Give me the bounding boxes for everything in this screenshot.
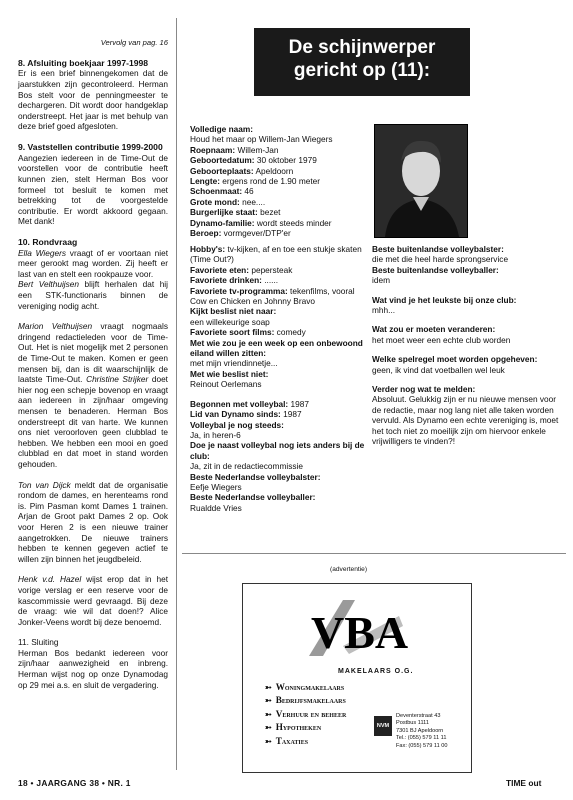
eten-value: pepersteak <box>249 264 293 275</box>
films-row <box>190 327 366 337</box>
beslist-niet-label: Met wie beslist niet: <box>190 368 269 379</box>
buitenland-volleyballer-value: idem <box>372 275 390 286</box>
kijkt-niet-label: Kijkt beslist niet naar: <box>190 306 277 317</box>
fullname-label: Volledige naam: <box>190 124 254 134</box>
spelregel-value: geen, ik vind dat voetballen wel leuk <box>372 364 505 375</box>
person-name: Henk v.d. Hazel <box>18 574 82 585</box>
dynamo-familie-value: wordt steeds minder <box>254 217 332 228</box>
section-8-text: Er is een brief binnengekomen dat de jaarstukken zijn gecontroleerd. Herman Bos stelt voor de penningmeester te dechargeren. Dit wordt door handgeklap onderstreept. Het jaar is met behulp van deze brief goed afgesloten. <box>18 68 168 132</box>
beroep-value: vormgever/DTP'er <box>221 228 291 239</box>
profile-opinions <box>372 244 562 456</box>
grote-mond-row <box>190 197 370 207</box>
begonnen-label: Begonnen met volleybal: <box>190 398 289 409</box>
begonnen-row <box>190 399 366 409</box>
dynamo-familie-label: Dynamo-familie: <box>190 217 255 228</box>
geboorteplaats-value: Apeldoorn <box>253 165 294 176</box>
burgerlijke-staat-row <box>190 207 370 217</box>
fullname-value: Houd het maar op Willem-Jan Wiegers <box>190 134 333 145</box>
eiland-row <box>190 338 366 369</box>
beslist-niet-row <box>190 369 366 390</box>
drinken-value: ...... <box>261 275 279 286</box>
films-label: Favoriete soort films: <box>190 327 275 338</box>
address-line: Deventerstraat 43 <box>396 713 441 719</box>
column-divider <box>176 18 177 770</box>
naast-volleybal-value: Ja, zit in de redactiecommissie <box>190 461 303 472</box>
banner-line-2: gericht op (11): <box>293 60 431 81</box>
section-9-text: Aangezien iedereen in de Time-Out de voorstellen voor de contributie heeft kunnen zien, stelt Herman Bos voor formeel tot besluit te komen met betrekking tot de voorgestelde contributie. Er wordt akkoord gegaan. Met dank! <box>18 152 168 227</box>
lengte-value: ergens rond de 1.90 meter <box>219 176 321 187</box>
nl-volleybalster-value: Eefje Wiegers <box>190 481 242 492</box>
banner-line-1: De schijnwerper <box>288 37 436 58</box>
nl-volleybalster-label: Beste Nederlandse volleybalster: <box>190 471 321 482</box>
fax-line: Fax: (055) 579 11 00 <box>396 742 448 749</box>
nvm-logo: NVM <box>374 716 392 736</box>
rondvraag-text: vraagt of er voortaan niet meer gerookt mag worden. Zij heeft er last van en stelt een rookpauze voor. <box>18 247 168 279</box>
eiland-label: Met wie zou je een week op een onbewoond eiland willen zitten: <box>190 337 363 359</box>
portrait-photo <box>374 124 468 238</box>
geboortedatum-row <box>190 155 370 165</box>
naast-volleybal-label: Doe je naast volleybal nog iets anders bij de club: <box>190 440 365 461</box>
grote-mond-value: nee.... <box>239 196 266 207</box>
dynamo-familie-row <box>190 218 370 228</box>
buitenland-block <box>372 244 562 286</box>
page-footer-right: TIME out <box>506 778 542 788</box>
veranderen-block <box>372 324 562 345</box>
rondvraag-4 <box>18 574 168 627</box>
service-item <box>265 735 346 748</box>
buitenland-volleyballer-label: Beste buitenlandse volleyballer: <box>372 264 499 275</box>
person-name: Ton van Dijck <box>18 479 71 490</box>
melden-block <box>372 384 562 446</box>
vba-logo-text: VBA <box>311 607 409 658</box>
burgerlijke-staat-value: bezet <box>257 207 281 218</box>
speelt-nog-label: Volleybal je nog steeds: <box>190 419 284 430</box>
volleyball-block <box>190 399 366 513</box>
drinken-label: Favoriete drinken: <box>190 275 262 286</box>
vba-address <box>396 713 448 750</box>
arrow-icon: ➳ <box>265 723 272 733</box>
nl-volleyballer-label: Beste Nederlandse volleyballer: <box>190 492 316 503</box>
address-line: Postbus 1111 <box>396 720 429 727</box>
begonnen-value: 1987 <box>288 398 309 409</box>
person-name: Marion Velthuijsen <box>18 321 93 332</box>
drinken-row <box>190 275 366 285</box>
films-value: comedy <box>274 327 306 338</box>
kijkt-niet-row <box>190 306 366 327</box>
geboorteplaats-row <box>190 166 370 176</box>
section-10-title: 10. Rondvraag <box>18 236 78 247</box>
geboorteplaats-label: Geboorteplaats: <box>190 165 254 176</box>
lid-sinds-label: Lid van Dynamo sinds: <box>190 409 281 420</box>
section-8-title: 8. Afsluiting boekjaar 1997-1998 <box>18 57 149 68</box>
profile-favorites <box>190 244 366 513</box>
portrait-image <box>375 125 467 237</box>
nl-volleyballer-row <box>190 492 366 513</box>
melden-value: Absoluut. Gelukkig zijn er nu nieuwe mensen voor de redactie, maar nog lang niet alle taken worden vervuld. Als Dynamo een echte vereniging is, moet het toch niet zo moeilijk zijn om hiervoor enkele vrijwilligers te vinden?! <box>372 394 559 447</box>
service-label: Woningmakelaars <box>275 682 345 692</box>
rondvraag-text: doet hier nog een schepje bovenop en vraagt aan iedereen in zijn/haar omgeving mensen te benaderen. Herman Bos onderstreept dit van harte. We kunnen ons niet veroorloven geen clubblad te hebben. We hebben een mooi en goed clubblad en dat moet in stand worden gehouden. <box>18 374 168 469</box>
service-label: Bedrijfsmakelaars <box>275 695 346 706</box>
nl-volleyballer-value: Rualdde Vries <box>190 502 242 513</box>
phone-line: Tel.: (055) 579 11 11 <box>396 735 447 742</box>
lengte-label: Lengte: <box>190 176 220 187</box>
arrow-icon: ➳ <box>265 683 272 692</box>
schoenmaat-value: 46 <box>242 186 254 197</box>
ad-divider <box>182 553 566 554</box>
schoenmaat-row <box>190 186 370 196</box>
vba-logo-icon <box>303 596 423 664</box>
fullname-row <box>190 124 370 145</box>
rondvraag-text: wijst erop dat in het vorige verslag er een reserve voor de kascommissie werd gevraagd. Bij deze de vraag: wie wil dat doen!? Alice Jonker-Veens wordt bij deze benoemd. <box>18 574 168 627</box>
person-name: Ella Wiegers <box>18 247 66 258</box>
leukste-value: mhh... <box>372 305 396 316</box>
roepnaam-value: Willem-Jan <box>235 144 279 155</box>
hobby-row <box>190 244 366 265</box>
veranderen-value: het moet weer een echte club worden <box>372 334 511 345</box>
continued-note: Vervolg van pag. 16 <box>100 38 168 47</box>
section-9-title: 9. Vaststellen contributie 1999-2000 <box>18 141 163 152</box>
leukste-label: Wat vind je het leukste bij onze club: <box>372 294 517 305</box>
buitenland-volleybalster-value: die met die heel harde sprongservice <box>372 254 509 265</box>
burgerlijke-staat-label: Burgerlijke staat: <box>190 207 258 218</box>
vba-subtitle: MAKELAARS O.G. <box>338 668 414 675</box>
speelt-nog-row <box>190 420 366 441</box>
person-name: Christine Strijker <box>86 374 149 385</box>
geboortedatum-label: Geboortedatum: <box>190 155 255 166</box>
advertisement-label: (advertentie) <box>330 566 368 573</box>
geboortedatum-value: 30 oktober 1979 <box>254 155 317 166</box>
spotlight-banner <box>254 28 470 96</box>
roepnaam-label: Roepnaam: <box>190 144 236 155</box>
section-11-text: Herman Bos bedankt iedereen voor zijn/haar aanwezigheid en inbreng. Herman wijst nog op onze Dynamodag op 29 mei a.s. en sluit de vergadering. <box>18 647 168 690</box>
hobby-label: Hobby's: <box>190 244 226 254</box>
service-label: Verhuur en beheer <box>275 708 347 719</box>
tv-value: tekenfilms, vooral Cow en Chicken en Johnny Bravo <box>190 285 355 307</box>
service-label: Hypotheken <box>275 722 322 733</box>
melden-label: Verder nog wat te melden: <box>372 384 476 395</box>
service-item <box>265 721 346 734</box>
minutes-column <box>18 38 168 700</box>
arrow-icon: ➳ <box>265 709 272 719</box>
service-label: Taxaties <box>275 735 309 746</box>
page-footer-left: 18 • JAARGANG 38 • NR. 1 <box>18 778 131 788</box>
beslist-niet-value: Reinout Oerlemans <box>190 379 262 390</box>
lid-sinds-value: 1987 <box>280 409 302 420</box>
vba-advertisement <box>242 583 472 773</box>
person-name: Bert Velthuijsen <box>18 279 80 290</box>
rondvraag-text: blijft herhalen dat hij een STK-functionaris binnen de vereniging nodig acht. <box>18 279 168 311</box>
schoenmaat-label: Schoenmaat: <box>190 186 243 197</box>
tv-row <box>190 286 366 307</box>
arrow-icon: ➳ <box>265 696 272 706</box>
favorites-block <box>190 244 366 390</box>
leukste-block <box>372 295 562 316</box>
beroep-row <box>190 228 370 238</box>
speelt-nog-value: Ja, in heren-6 <box>190 429 241 440</box>
veranderen-label: Wat zou er moeten veranderen: <box>372 324 496 335</box>
rondvraag-text: meldt dat de organisatie rondom de dames, en herenteams rond is. Pim Pasman komt Dames 1 trainen. Arjan de Groot pakt Dames 2 op. Ook voor Heren 2 is een nieuwe trainer aangetrokken. De nieuwe trainers hebben te kennen gegeven actief te willen zijn binnen het jeugdbeleid. <box>18 479 168 564</box>
grote-mond-label: Grote mond: <box>190 196 240 207</box>
rondvraag-2 <box>18 321 168 469</box>
lengte-row <box>190 176 370 186</box>
hobby-value: tv-kijken, af en toe een stukje skaten (Time Out?) <box>190 244 362 265</box>
tv-label: Favoriete tv-programma: <box>190 285 288 296</box>
eten-row <box>190 265 366 275</box>
address-line: 7301 BJ Apeldoorn <box>396 727 444 734</box>
section-11-title: 11. Sluiting <box>18 637 59 648</box>
vba-services-list <box>265 681 346 748</box>
service-item <box>265 694 346 707</box>
nl-volleybalster-row <box>190 472 366 493</box>
roepnaam-row <box>190 145 370 155</box>
lid-sinds-row <box>190 409 366 419</box>
naast-volleybal-row <box>190 440 366 471</box>
arrow-icon: ➳ <box>265 736 272 746</box>
rondvraag-3 <box>18 480 168 565</box>
service-item <box>265 681 346 694</box>
rondvraag-text: vraagt nogmaals dringend redactieleden voor de Time-Out. Het is niet mogelijk met 2 personen de Time-Out te maken. Komen er geen mensen bij, dan is dit waarschijnlijk de laatste Time-Out. <box>18 321 168 385</box>
eten-label: Favoriete eten: <box>190 264 250 275</box>
rondvraag-1 <box>18 248 168 312</box>
spelregel-label: Welke spelregel moet worden opgeheven: <box>372 354 538 365</box>
service-item <box>265 708 346 721</box>
eiland-value: met mijn vriendinnetje... <box>190 358 278 369</box>
profile-basic <box>190 124 370 238</box>
spelregel-block <box>372 354 562 375</box>
beroep-label: Beroep: <box>190 228 222 239</box>
kijkt-niet-value: een willekeurige soap <box>190 316 270 327</box>
buitenland-volleybalster-label: Beste buitenlandse volleybalster: <box>372 244 504 254</box>
